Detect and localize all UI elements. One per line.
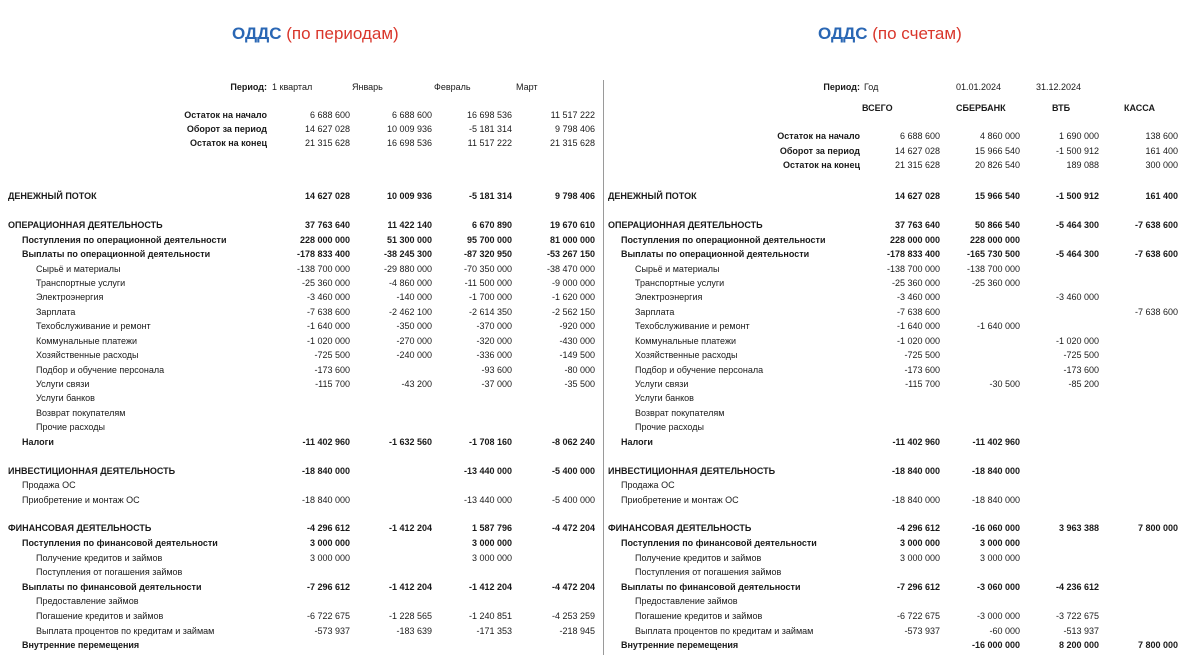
row-value: -336 000: [476, 350, 512, 360]
row-label: Предоставление займов: [635, 596, 738, 606]
row-value: -4 296 612: [896, 523, 940, 533]
row-value: 8 200 000: [1058, 640, 1099, 650]
row-value: -3 460 000: [896, 292, 940, 302]
row-label: Продажа ОС: [621, 480, 675, 490]
row-value: -37 000: [481, 379, 512, 389]
row-value: -1 620 000: [551, 292, 595, 302]
summary-value: 21 315 628: [304, 138, 350, 148]
row-label: Поступления по операционной деятельности: [621, 235, 826, 245]
row-label: Выплаты по операционной деятельности: [621, 249, 810, 259]
panel-divider: [603, 80, 604, 655]
row-value: 14 627 028: [894, 191, 940, 201]
row-value: -3 460 000: [306, 292, 350, 302]
row-value: -9 000 000: [551, 278, 595, 288]
summary-value: 16 698 536: [466, 110, 512, 120]
row-value: 37 763 640: [894, 220, 940, 230]
row-label: Выплата процентов по кредитам и займам: [635, 626, 814, 636]
row-value: -2 562 150: [551, 307, 595, 317]
row-value: 3 000 000: [979, 553, 1020, 563]
row-label: Погашение кредитов и займов: [36, 611, 164, 621]
row-value: -5 400 000: [551, 466, 595, 476]
row-value: -18 840 000: [971, 495, 1020, 505]
row-label: Транспортные услуги: [635, 278, 725, 288]
summary-value: 6 688 600: [899, 131, 940, 141]
row-label: ИНВЕСТИЦИОННАЯ ДЕЯТЕЛЬНОСТЬ: [8, 466, 176, 476]
row-label: ФИНАНСОВАЯ ДЕЯТЕЛЬНОСТЬ: [8, 523, 152, 533]
row-value: 7 800 000: [1137, 640, 1178, 650]
left-report-title: [232, 24, 399, 44]
row-value: -725 500: [314, 350, 350, 360]
row-value: -430 000: [559, 336, 595, 346]
summary-value: 6 688 600: [391, 110, 432, 120]
row-label: Выплаты по финансовой деятельности: [621, 582, 801, 592]
summary-value: 9 798 406: [554, 124, 595, 134]
left-title-main: ОДДС: [232, 24, 282, 43]
row-value: -4 236 612: [1055, 582, 1099, 592]
row-value: -1 020 000: [896, 336, 940, 346]
summary-value: 16 698 536: [386, 138, 432, 148]
row-value: -3 722 675: [1055, 611, 1099, 621]
row-label: Подбор и обучение персонала: [635, 365, 764, 375]
row-value: -149 500: [559, 350, 595, 360]
row-value: 19 670 610: [549, 220, 595, 230]
row-value: -350 000: [396, 321, 432, 331]
row-value: -513 937: [1063, 626, 1099, 636]
row-value: -18 840 000: [301, 495, 350, 505]
row-value: -173 600: [314, 365, 350, 375]
row-label: Выплаты по финансовой деятельности: [22, 582, 202, 592]
row-label: Услуги связи: [36, 379, 90, 389]
row-value: -240 000: [396, 350, 432, 360]
row-value: -5 181 314: [468, 191, 512, 201]
row-value: -29 880 000: [383, 264, 432, 274]
row-value: -18 840 000: [971, 466, 1020, 476]
summary-label: Оборот за период: [186, 124, 267, 134]
row-value: -4 472 204: [551, 523, 595, 533]
row-value: -5 400 000: [551, 495, 595, 505]
row-value: -11 402 960: [892, 437, 940, 447]
row-value: -1 500 912: [1055, 191, 1099, 201]
row-value: -920 000: [559, 321, 595, 331]
column-header: Март: [516, 82, 538, 92]
row-label: Поступления от погашения займов: [635, 567, 782, 577]
row-label: ДЕНЕЖНЫЙ ПОТОК: [608, 191, 697, 201]
row-value: -4 860 000: [388, 278, 432, 288]
row-value: -1 020 000: [1055, 336, 1099, 346]
row-value: -725 500: [1063, 350, 1099, 360]
row-value: -13 440 000: [463, 466, 512, 476]
row-value: -30 500: [989, 379, 1020, 389]
row-value: -7 296 612: [896, 582, 940, 592]
row-label: Поступления по финансовой деятельности: [621, 538, 817, 548]
summary-value: 20 826 540: [974, 160, 1020, 170]
row-value: -2 614 350: [468, 307, 512, 317]
row-value: -25 360 000: [971, 278, 1020, 288]
row-value: -1 708 160: [468, 437, 512, 447]
row-value: -4 253 259: [551, 611, 595, 621]
row-value: -7 638 600: [1134, 220, 1178, 230]
row-value: -1 412 204: [388, 582, 432, 592]
row-value: 95 700 000: [466, 235, 512, 245]
row-value: -38 245 300: [383, 249, 432, 259]
row-label: Техобслуживание и ремонт: [36, 321, 151, 331]
row-label: Электроэнергия: [635, 292, 703, 302]
row-label: Услуги связи: [635, 379, 689, 389]
left-title-subtitle: (по периодам): [286, 24, 399, 43]
summary-value: 6 688 600: [309, 110, 350, 120]
row-label: Коммунальные платежи: [36, 336, 137, 346]
row-label: ОПЕРАЦИОННАЯ ДЕЯТЕЛЬНОСТЬ: [608, 220, 763, 230]
row-value: -178 833 400: [296, 249, 350, 259]
row-label: Выплаты по операционной деятельности: [22, 249, 211, 259]
row-value: 3 000 000: [899, 553, 940, 563]
row-value: -370 000: [476, 321, 512, 331]
summary-value: 11 517 222: [467, 138, 512, 148]
row-value: -7 638 600: [1134, 307, 1178, 317]
summary-value: 189 088: [1066, 160, 1099, 170]
row-value: -16 060 000: [971, 523, 1020, 533]
row-value: -1 228 565: [388, 611, 432, 621]
column-header: СБЕРБАНК: [956, 103, 1006, 113]
row-value: 51 300 000: [386, 235, 432, 245]
row-value: -138 700 000: [966, 264, 1020, 274]
row-value: -93 600: [481, 365, 512, 375]
row-label: Хозяйственные расходы: [36, 350, 139, 360]
summary-value: 1 690 000: [1058, 131, 1099, 141]
column-header: Январь: [352, 82, 383, 92]
row-value: 1 587 796: [471, 523, 512, 533]
row-label: Возврат покупателям: [635, 408, 725, 418]
row-value: 3 000 000: [899, 538, 940, 548]
date-from: 01.01.2024: [956, 82, 1002, 92]
summary-value: -5 181 314: [468, 124, 512, 134]
row-value: -1 640 000: [306, 321, 350, 331]
row-value: -1 632 560: [388, 437, 432, 447]
summary-value: 14 627 028: [304, 124, 350, 134]
row-value: -60 000: [989, 626, 1020, 636]
row-value: -7 296 612: [306, 582, 350, 592]
row-label: Продажа ОС: [22, 480, 76, 490]
row-value: 9 798 406: [554, 191, 595, 201]
row-value: -11 402 960: [972, 437, 1020, 447]
row-value: -1 640 000: [896, 321, 940, 331]
row-value: -270 000: [396, 336, 432, 346]
row-value: 3 000 000: [471, 553, 512, 563]
period-label: Период:: [230, 82, 267, 92]
row-value: -5 464 300: [1055, 249, 1099, 259]
summary-label: Остаток на начало: [777, 131, 860, 141]
row-label: Прочие расходы: [635, 422, 704, 432]
row-value: -138 700 000: [886, 264, 940, 274]
right-report-title: [818, 24, 962, 44]
row-value: -115 700: [315, 379, 350, 389]
row-value: -4 472 204: [551, 582, 595, 592]
row-value: -725 500: [904, 350, 940, 360]
row-value: 15 966 540: [974, 191, 1020, 201]
row-label: Поступления по финансовой деятельности: [22, 538, 218, 548]
row-value: -1 412 204: [388, 523, 432, 533]
row-value: -320 000: [476, 336, 512, 346]
row-label: Транспортные услуги: [36, 278, 126, 288]
row-value: 3 000 000: [309, 538, 350, 548]
period-label: Период:: [823, 82, 860, 92]
row-value: -18 840 000: [301, 466, 350, 476]
row-value: 161 400: [1145, 191, 1178, 201]
row-value: -1 700 000: [468, 292, 512, 302]
row-value: -18 840 000: [891, 495, 940, 505]
summary-label: Остаток на конец: [189, 138, 267, 148]
row-label: Услуги банков: [36, 393, 95, 403]
row-value: -25 360 000: [891, 278, 940, 288]
row-label: Коммунальные платежи: [635, 336, 736, 346]
row-value: 228 000 000: [969, 235, 1020, 245]
row-value: 3 000 000: [979, 538, 1020, 548]
row-label: Сырьё и материалы: [36, 264, 121, 274]
row-value: -25 360 000: [301, 278, 350, 288]
column-header: 1 квартал: [272, 82, 313, 92]
row-value: -80 000: [564, 365, 595, 375]
row-value: -13 440 000: [463, 495, 512, 505]
summary-label: Остаток на конец: [782, 160, 860, 170]
row-value: -53 267 150: [546, 249, 595, 259]
row-value: 7 800 000: [1137, 523, 1178, 533]
row-value: -3 060 000: [976, 582, 1020, 592]
row-label: ФИНАНСОВАЯ ДЕЯТЕЛЬНОСТЬ: [608, 523, 752, 533]
row-value: 3 000 000: [309, 553, 350, 563]
row-value: -171 353: [476, 626, 512, 636]
row-value: -573 937: [314, 626, 350, 636]
row-value: -7 638 600: [1134, 249, 1178, 259]
row-value: -173 600: [904, 365, 940, 375]
row-label: Поступления по операционной деятельности: [22, 235, 227, 245]
row-value: 81 000 000: [549, 235, 595, 245]
row-label: Внутренние перемещения: [22, 640, 140, 650]
row-value: -35 500: [564, 379, 595, 389]
row-label: Подбор и обучение персонала: [36, 365, 165, 375]
row-value: -18 840 000: [891, 466, 940, 476]
row-label: Налоги: [621, 437, 653, 447]
row-label: ДЕНЕЖНЫЙ ПОТОК: [8, 191, 97, 201]
row-label: Техобслуживание и ремонт: [635, 321, 750, 331]
row-value: -5 464 300: [1055, 220, 1099, 230]
row-value: -11 500 000: [464, 278, 512, 288]
column-header: Февраль: [434, 82, 471, 92]
column-header: КАССА: [1124, 103, 1156, 113]
row-value: -3 000 000: [976, 611, 1020, 621]
row-label: ОПЕРАЦИОННАЯ ДЕЯТЕЛЬНОСТЬ: [8, 220, 163, 230]
row-label: Погашение кредитов и займов: [635, 611, 763, 621]
row-label: ИНВЕСТИЦИОННАЯ ДЕЯТЕЛЬНОСТЬ: [608, 466, 776, 476]
row-value: -173 600: [1063, 365, 1099, 375]
row-label: Возврат покупателям: [36, 408, 126, 418]
row-label: Приобретение и монтаж ОС: [621, 495, 739, 505]
row-label: Электроэнергия: [36, 292, 104, 302]
summary-value: 4 860 000: [979, 131, 1020, 141]
row-label: Внутренние перемещения: [621, 640, 739, 650]
row-value: -1 412 204: [468, 582, 512, 592]
row-value: -573 937: [904, 626, 940, 636]
summary-value: 15 966 540: [974, 146, 1020, 156]
row-value: -11 402 960: [302, 437, 350, 447]
row-value: -1 240 851: [468, 611, 512, 621]
row-value: 228 000 000: [889, 235, 940, 245]
row-value: -1 640 000: [976, 321, 1020, 331]
row-label: Поступления от погашения займов: [36, 567, 183, 577]
summary-value: 21 315 628: [549, 138, 595, 148]
row-value: -165 730 500: [966, 249, 1020, 259]
row-value: 10 009 936: [386, 191, 432, 201]
row-value: -7 638 600: [896, 307, 940, 317]
row-label: Приобретение и монтаж ОС: [22, 495, 140, 505]
row-value: 6 670 890: [471, 220, 512, 230]
row-value: -87 320 950: [463, 249, 512, 259]
period-value: Год: [864, 82, 879, 92]
row-value: 3 000 000: [471, 538, 512, 548]
right-title-subtitle: (по счетам): [872, 24, 962, 43]
row-value: -85 200: [1068, 379, 1099, 389]
date-to: 31.12.2024: [1036, 82, 1082, 92]
row-label: Предоставление займов: [36, 596, 139, 606]
row-label: Услуги банков: [635, 393, 694, 403]
row-label: Налоги: [22, 437, 54, 447]
row-value: -183 639: [396, 626, 432, 636]
row-value: -6 722 675: [306, 611, 350, 621]
row-value: -2 462 100: [388, 307, 432, 317]
row-label: Зарплата: [635, 307, 675, 317]
column-header: ВТБ: [1052, 103, 1071, 113]
row-label: Прочие расходы: [36, 422, 105, 432]
row-value: 3 963 388: [1058, 523, 1099, 533]
summary-label: Остаток на начало: [184, 110, 267, 120]
row-value: -8 062 240: [551, 437, 595, 447]
row-value: -43 200: [401, 379, 432, 389]
row-value: -218 945: [559, 626, 595, 636]
row-value: -38 470 000: [546, 264, 595, 274]
row-label: Сырьё и материалы: [635, 264, 720, 274]
summary-value: 11 517 222: [550, 110, 595, 120]
summary-value: 10 009 936: [386, 124, 432, 134]
row-label: Хозяйственные расходы: [635, 350, 738, 360]
row-value: -140 000: [396, 292, 432, 302]
row-value: 37 763 640: [304, 220, 350, 230]
summary-value: 300 000: [1145, 160, 1178, 170]
row-value: 50 866 540: [974, 220, 1020, 230]
row-value: -4 296 612: [306, 523, 350, 533]
row-value: -115 700: [905, 379, 940, 389]
row-value: 228 000 000: [299, 235, 350, 245]
row-value: -6 722 675: [896, 611, 940, 621]
row-value: -7 638 600: [306, 307, 350, 317]
row-value: -138 700 000: [296, 264, 350, 274]
row-value: 11 422 140: [387, 220, 432, 230]
summary-value: 138 600: [1145, 131, 1178, 141]
row-value: -178 833 400: [886, 249, 940, 259]
row-label: Выплата процентов по кредитам и займам: [36, 626, 215, 636]
summary-value: 14 627 028: [894, 146, 940, 156]
row-label: Получение кредитов и займов: [635, 553, 762, 563]
row-value: 14 627 028: [304, 191, 350, 201]
row-label: Зарплата: [36, 307, 76, 317]
row-value: -70 350 000: [463, 264, 512, 274]
row-value: -16 000 000: [971, 640, 1020, 650]
summary-value: 21 315 628: [894, 160, 940, 170]
right-title-main: ОДДС: [818, 24, 868, 43]
column-header: ВСЕГО: [862, 103, 893, 113]
row-value: -1 020 000: [306, 336, 350, 346]
row-label: Получение кредитов и займов: [36, 553, 163, 563]
row-value: -3 460 000: [1055, 292, 1099, 302]
summary-value: 161 400: [1145, 146, 1178, 156]
summary-label: Оборот за период: [779, 146, 860, 156]
summary-value: -1 500 912: [1055, 146, 1099, 156]
